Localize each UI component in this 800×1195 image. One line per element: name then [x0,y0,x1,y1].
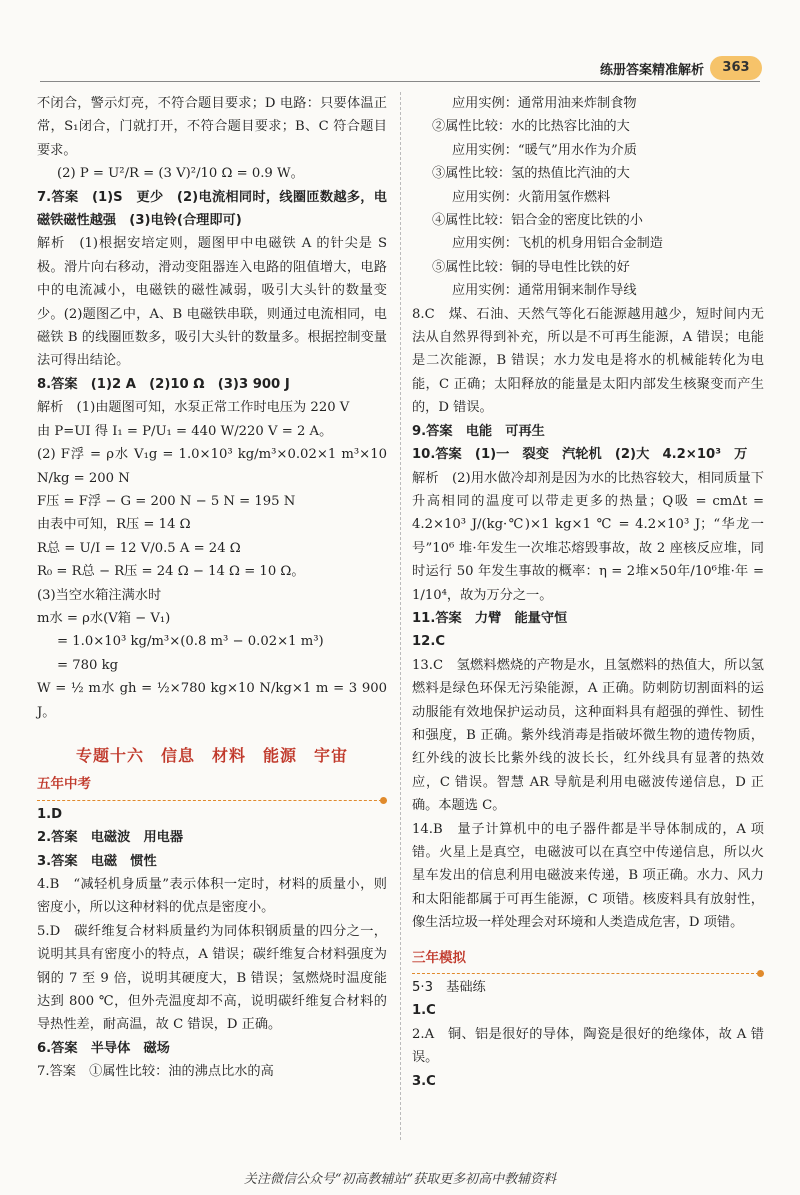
left-column [37,92,387,1084]
list-item: 应用实例：通常用油来炸制食物 [452,96,637,111]
answer-2b: 2.A 铜、铝是很好的导体，陶瓷是很好的绝缘体，故 A 错误。 [412,1026,764,1066]
answer-13: 13.C 氢燃料燃烧的产物是水，且氢燃料的热值大，所以氢燃料是绿色环保无污染能源，A 正确。防刺防切割面料的运动服能有效地保护运动员，这种面料具有超强的弹性、韧性和强度，B 正确。紫外线消毒是指破坏微生物的遗传物质，红外线的波长比紫外线的波长长，红外线具有显著的热效应，C 错误。智慧 AR 导航是利用电磁波传递信息，D 正确。本题选 C。 [412,657,764,814]
page-number-badge: 363 [710,56,762,80]
answer-14: 14.B 量子计算机中的电子器件都是半导体制成的，A 项错。火星上是真空，电磁波可以在真空中传递信息，所以火星车发出的信息利用电磁波来传递，B 项正确。水力、风力和太阳能都属于可再生能源，C 项错。核废料具有放射性，像生活垃圾一样处理会对环境和人类造成危害，D 项错。 [412,821,764,931]
answer-7b: 7.答案 ①属性比较：油的沸点比水的高 [37,1064,274,1080]
formula-line: (3)当空水箱注满水时 [37,587,162,603]
answer-9: 9.答案 电能 可再生 [412,423,545,439]
list-item: 应用实例：“暖气”用水作为介质 [452,142,637,158]
header-rule [40,81,760,82]
answer-4: 4.B “减轻机身质量”表示体积一定时，材料的质量小，则密度小，所以这种材料的优点是密度小。 [37,877,387,916]
answer-7: 7.答案 (1)S 更少 (2)电流相同时，线圈匝数越多，电磁铁磁性越强 (3)电铃(合理即可) [37,189,387,229]
right-column [412,92,764,1093]
list-item: ④属性比较：铝合金的密度比铁的小 [432,213,643,229]
answer-3: 3.答案 电磁 惯性 [37,853,157,869]
answer-8b: 8.C 煤、石油、天然气等化石能源越用越少，短时间内无法从自然界得到补充，所以是不可再生能源，A 错误；电能是二次能源，B 错误；水力发电是将水的机械能转化为电能，C 正确；太阳释放的能量是太阳内部发生核聚变而产生的，D 错误。 [412,306,764,416]
list-item: ⑤属性比较：铜的导电性比铁的好 [432,259,630,275]
answer-6: 6.答案 半导体 磁场 [37,1040,170,1056]
formula-line: R₀ = R总 − R压 = 24 Ω − 14 Ω = 10 Ω。 [37,564,305,580]
list-item: 应用实例：飞机的机身用铝合金制造 [452,236,663,252]
formula-line: F压 = F浮 − G = 200 N − 5 N = 195 N [37,493,296,509]
list-item: 应用实例：火箭用氢作燃料 [452,189,611,205]
answer-10: 10.答案 (1)一 裂变 汽轮机 (2)大 4.2×10³ 万 [412,447,748,463]
topic-title: 专题十六 信息 材料 能源 宇宙 [75,745,348,765]
answer-text: 不闭合，警示灯亮，不符合题目要求；D 电路：只要体温正常，S₁闭合，门就打开，不符合题目要求；B、C 符合题目要求。 [37,96,387,158]
answer-11: 11.答案 力臂 能量守恒 [412,610,568,626]
analysis-8: 解析 (1)由题图可知，水泵正常工作时电压为 220 V [37,400,350,416]
column-divider [400,92,401,1140]
section-heading: 五年中考 [37,773,387,800]
answer-5: 5.D 碳纤维复合材料质量约为同体积钢质量的四分之一，说明其具有密度小的特点，A 错误；碳纤维复合材料强度为钢的 7 至 9 倍，说明其硬度大，B 错误；氢燃烧时温度能达到 800 ℃，但外壳温度却不高，说明碳纤维复合材料的导热性差，耐高温，故 C 错误，D 正确。 [37,923,387,1033]
formula-line: W = ½ m水 gh = ½×780 kg×10 N/kg×1 m = 3 900 J。 [37,681,387,720]
formula-line: = 1.0×10³ kg/m³×(0.8 m³ − 0.02×1 m³) [57,634,324,650]
answer-12: 12.C [412,634,446,650]
answer-2: 2.答案 电磁波 用电器 [37,830,184,846]
answer-8: 8.答案 (1)2 A (2)10 Ω (3)3 900 J [37,376,290,392]
answer-3b: 3.C [412,1073,436,1089]
subsection-heading: 5·3 基础练 [412,980,486,996]
formula-line: = 780 kg [57,657,119,673]
answer-1b: 1.C [412,1003,436,1019]
formula-line: 由 P=UI 得 I₁ = P/U₁ = 440 W/220 V = 2 A。 [37,423,333,439]
formula-line: m水 = ρ水(V箱 − V₁) [37,610,171,626]
formula-line: R总 = U/I = 12 V/0.5 A = 24 Ω [37,540,241,556]
answer-1: 1.D [37,806,63,822]
section-heading: 三年模拟 [412,947,764,974]
list-item: ③属性比较：氢的热值比汽油的大 [432,166,630,182]
header-title: 练册答案精准解析 [599,63,704,78]
analysis-10: 解析 (2)用水做冷却剂是因为水的比热容较大，相同质量下升高相同的温度可以带走更多的热量；Q吸 = cmΔt = 4.2×10³ J/(kg·℃)×1 kg×1 ℃ = 4.2×10³ J；“华龙一号”10⁶ 堆·年发生一次堆芯熔毁事故，故 2 座核反应堆，同时运行 50 年发生事故的概率：η = 2堆×50年/10⁶堆·年 = 1/10⁴，故为万分之一。 [412,470,764,603]
footer-note: 关注微信公众号“初高教辅站”获取更多初高中教辅资料 [243,1172,557,1187]
list-item: 应用实例：通常用铜来制作导线 [452,283,637,299]
formula-line: (2) F浮 = ρ水 V₁g = 1.0×10³ kg/m³×0.02×1 m³×10 N/kg = 200 N [37,447,387,486]
formula-line: (2) P = U²/R = (3 V)²/10 Ω = 0.9 W。 [57,166,304,182]
page-header [0,52,800,82]
list-item: ②属性比较：水的比热容比油的大 [432,119,630,135]
formula-line: 由表中可知，R压 = 14 Ω [37,517,191,533]
analysis-7: 解析 (1)根据安培定则，题图甲中电磁铁 A 的针尖是 S 极。滑片向右移动，滑动变阻器连入电路的阻值增大，电路中的电流减小，电磁铁的磁性减弱，吸引大头针的数量变少。(2)题图乙中，A、B 电磁铁串联，则通过电流相同，电磁铁 B 的线圈匝数多，吸引大头针的数量多。根据控制变量法可得出结论。 [37,236,387,369]
